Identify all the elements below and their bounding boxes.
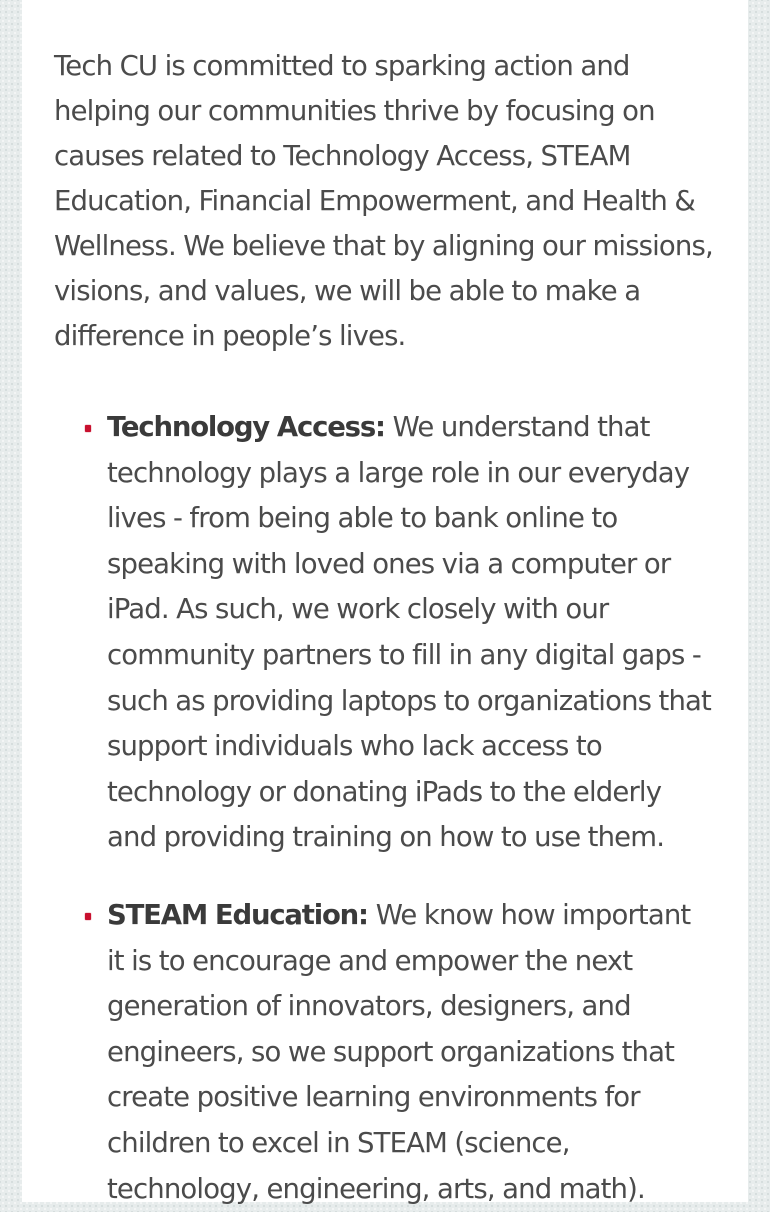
intro-paragraph: Tech CU is committed to sparking action and helping our communities thrive by focusing on causes related to Technology Access, STEAM Education, Financial Empowerment, and Health & Wellness. We believe that by aligning our missions, visions, and values, we will be able to make a difference in people’s lives. [54, 50, 713, 352]
focus-areas-list [54, 405, 714, 1212]
focus-term: Technology Access: [107, 411, 393, 443]
focus-description: We know how important it is to encourage and empower the next generation of innovators, designers, and engineers, so we support organizations that create positive learning environments for children to excel in STEAM (science, technology, engineering, arts, and math). [107, 898, 691, 1205]
content-card [22, 0, 748, 1205]
focus-item-steam-education [107, 893, 714, 1212]
focus-item-technology-access [107, 405, 714, 861]
square-bullet-icon [85, 913, 91, 920]
focus-term: STEAM Education: [107, 898, 376, 931]
square-bullet-icon [85, 425, 91, 432]
focus-description: We understand that technology plays a large role in our everyday lives - from being able to bank online to speaking with loved ones via a computer or iPad. As such, we work closely with our community partners to fill in any digital gaps - such as providing laptops to organizations that support individuals who lack access to technology or donating iPads to the elderly and providing training on how to use them. [107, 411, 711, 854]
